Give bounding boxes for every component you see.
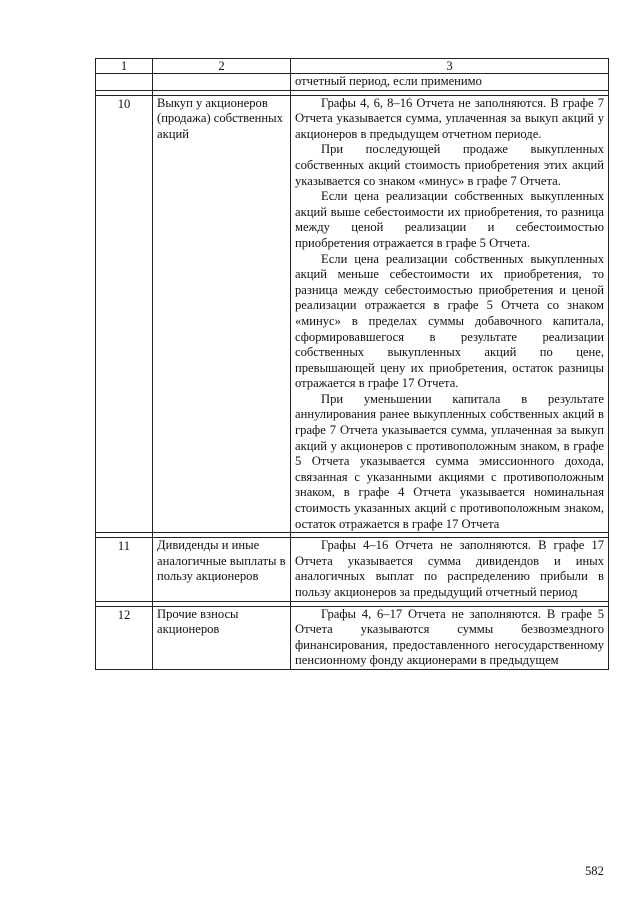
row-description [291, 606, 609, 669]
paragraph: Графы 4, 6, 8–16 Отчета не заполняются. В графе 7 Отчета указывается сумма, уплаченная за выкуп акций у акционеров в предыдущем отчетном периоде. [295, 95, 604, 141]
paragraph: При уменьшении капитала в результате аннулирования ранее выкупленных собственных акций в графе 7 Отчета указывается сумма, уплаченная за выкуп акций у акционеров с противоположным знаком, в графе 5 Отчета указывается сумма эмиссионного дохода, связанная с указанными акциями с противоположным знаком, в графе 4 Отчета указывается номинальная стоимость указанных акций с противоположным знаком, остаток отражается в графе 17 Отчета [295, 391, 604, 531]
paragraph: При последующей продаже выкупленных собственных акций стоимость приобретения этих акций указывается со знаком «минус» в графе 7 Отчета. [295, 142, 604, 188]
row-description [291, 95, 609, 533]
table-row-10 [96, 95, 609, 533]
paragraph: Графы 4, 6–17 Отчета не заполняются. В графе 5 Отчета указываются суммы безвозмездного финансирования, предоставленного негосударственному пенсионному фонду акционерами в предыдущем [295, 606, 604, 668]
header-col-2: 2 [153, 59, 291, 74]
continuation-row [96, 74, 609, 91]
header-col-3: 3 [291, 59, 609, 74]
document-table [95, 58, 609, 670]
table-row-12 [96, 606, 609, 669]
row-number: 11 [96, 538, 153, 601]
continuation-text: отчетный период, если применимо [291, 74, 609, 91]
header-col-1: 1 [96, 59, 153, 74]
table-row-11 [96, 538, 609, 601]
paragraph: Графы 4–16 Отчета не заполняются. В графе 17 Отчета указывается сумма дивидендов и иных аналогичных выплат по распределению прибыли в пользу акционеров за предыдущий отчетный период [295, 538, 604, 599]
row-description [291, 538, 609, 601]
row-name: Дивиденды и иные аналогичные выплаты в пользу акционеров [153, 538, 291, 601]
paragraph: Если цена реализации собственных выкупленных акций выше себестоимости их приобретения, то разница между ценой реализации и себестоимостью приобретения отражается в графе 5 Отчета. [295, 189, 604, 250]
paragraph: Если цена реализации собственных выкупленных акций меньше себестоимости их приобретения, то разница между себестоимостью приобретения и ценой реализации отражается в графе 5 Отчета со знаком «минус» в пределах суммы добавочного капитала, сформировавшегося в результате реализации собственных выкупленных акций по цене, превышающей цену их приобретения, остаток разницы отражается в графе 17 Отчета. [295, 251, 604, 391]
row-name: Прочие взносы акционеров [153, 606, 291, 669]
row-name: Выкуп у акционеров (продажа) собственных акций [153, 95, 291, 533]
page-number: 582 [585, 864, 604, 878]
row-number: 12 [96, 606, 153, 669]
row-number: 10 [96, 95, 153, 533]
table-header-row [96, 59, 609, 74]
